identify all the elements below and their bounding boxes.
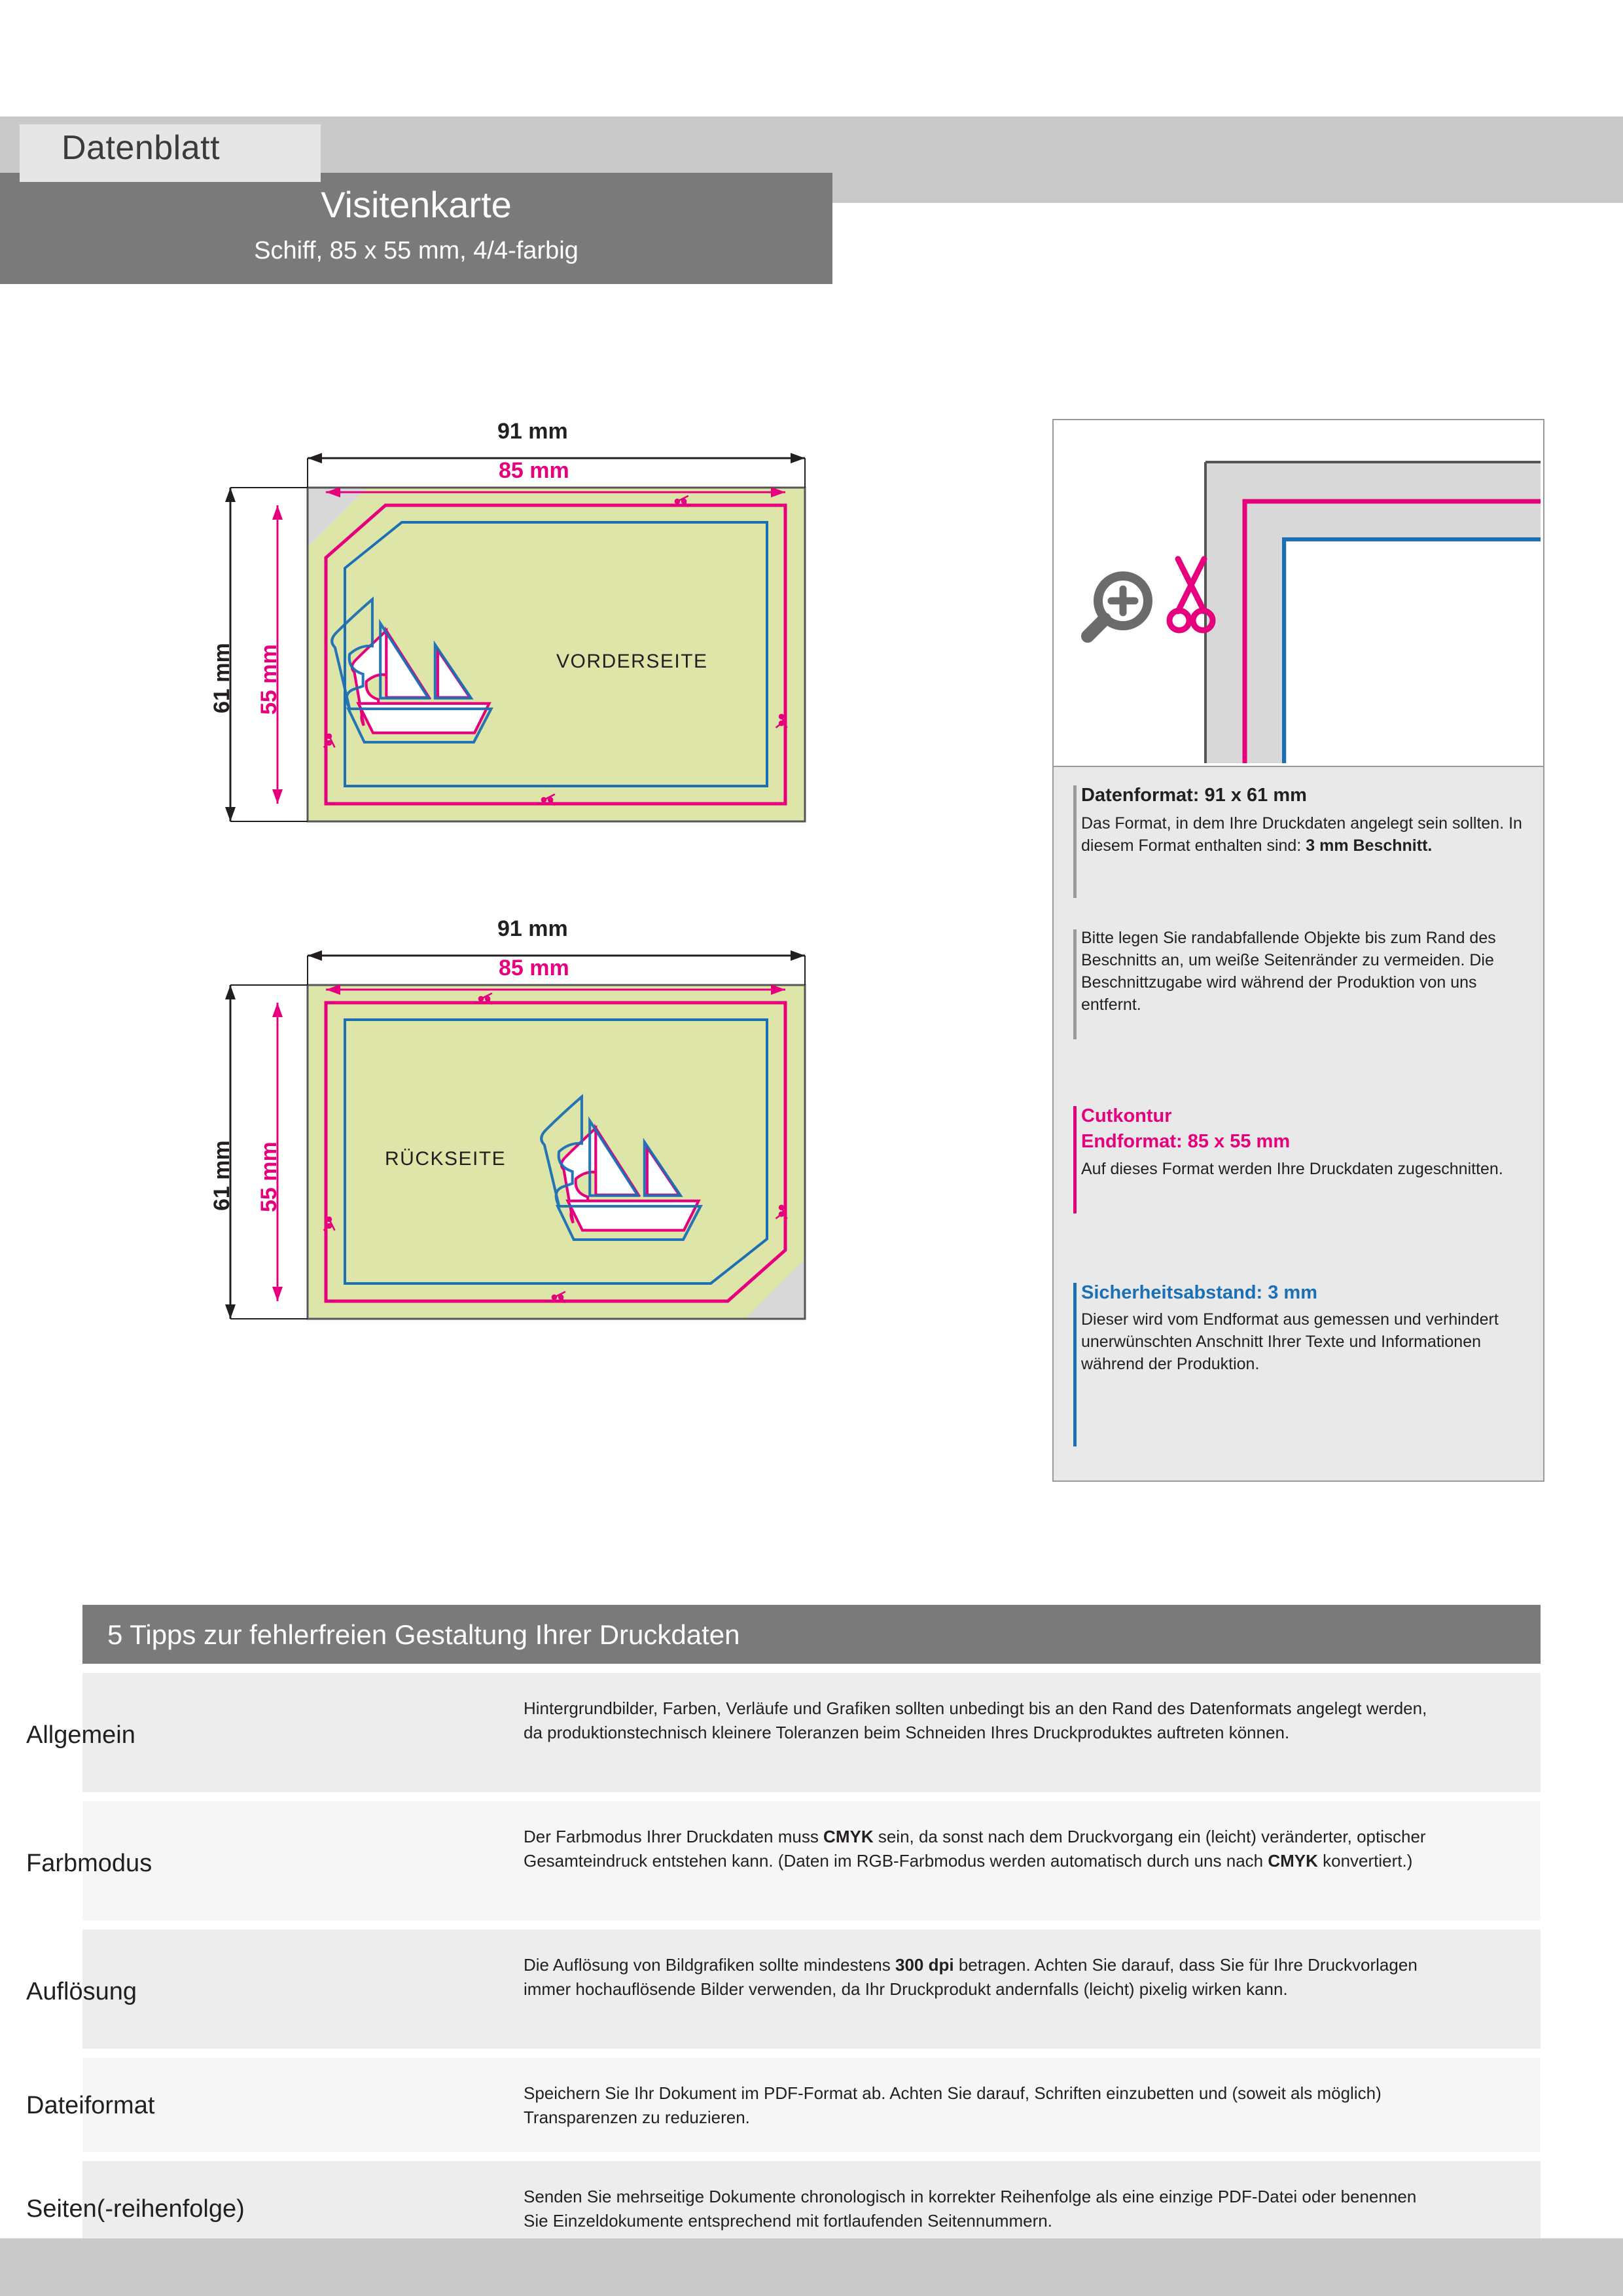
front-width-inner-label: 85 mm	[499, 458, 569, 483]
front-height-outer-label: 61 mm	[209, 643, 234, 713]
tips-term-allgemein: Allgemein	[26, 1721, 135, 1749]
svg-text:VORDERSEITE: VORDERSEITE	[556, 651, 708, 672]
tips-body-allgemein: Hintergrundbilder, Farben, Verläufe und Grafiken sollten unbedingt bis an den Rand des Datenformats angelegt werden, da produktionstechnisch kleinere Toleranzen beim Schneiden Ihres Druckproduktes auftreten können.	[524, 1698, 1427, 1742]
svg-text:RÜCKSEITE: RÜCKSEITE	[385, 1148, 507, 1170]
back-width-outer-label: 91 mm	[497, 916, 568, 941]
zoom-detail-svg	[1054, 420, 1541, 763]
page-title: Visitenkarte	[321, 184, 512, 225]
farbmodus-pre: Der Farbmodus Ihrer Druckdaten muss	[524, 1827, 824, 1846]
tips-title: 5 Tipps zur fehlerfreien Gestaltung Ihrer Druckdaten	[107, 1619, 740, 1650]
footer-band	[0, 2238, 1623, 2296]
datenformat-body-1-bold: 3 mm Beschnitt.	[1306, 836, 1433, 855]
back-width-inner-label: 85 mm	[499, 956, 569, 980]
datenformat-body-2: Bitte legen Sie randabfallende Objekte bis zum Rand des Beschnitts an, um weiße Seitenränder zu vermeiden. Die Beschnittzugabe wird während der Produktion von uns entfernt.	[1081, 929, 1496, 1014]
sicherheitsabstand-accent-bar	[1073, 1283, 1077, 1446]
aufloesung-post: betragen. Achten Sie darauf, dass Sie für Ihre Druckvorlagen immer hochauflösende Bilder verwenden, da Ihr Druckprodukt andernfalls (leicht) pixelig wirken kann.	[524, 1955, 1418, 1999]
tips-header	[82, 1605, 1541, 1664]
sicherheitsabstand-heading: Sicherheitsabstand: 3 mm	[1081, 1282, 1317, 1303]
farbmodus-post: konvertiert.)	[1317, 1850, 1413, 1871]
datenformat-block	[1081, 783, 1526, 857]
page-subtitle: Schiff, 85 x 55 mm, 4/4-farbig	[254, 237, 579, 264]
farbmodus-bold-2: CMYK	[1268, 1850, 1318, 1871]
sicherheitsabstand-body: Dieser wird vom Endformat aus gemessen und verhindert unerwünschten Anschnitt Ihrer Texte und Informationen während der Produktion.	[1081, 1310, 1499, 1374]
back-height-inner-label: 55 mm	[257, 1141, 281, 1212]
tips-body-aufloesung	[524, 1953, 1440, 2001]
tips-term-dateiformat: Dateiformat	[26, 2092, 155, 2119]
cutkontur-endformat: Endformat: 85 x 55 mm	[1081, 1131, 1291, 1153]
tips-term-farbmodus: Farbmodus	[26, 1850, 152, 1877]
datenformat-accent-bar	[1073, 785, 1077, 898]
cutkontur-body: Auf dieses Format werden Ihre Druckdaten zugeschnitten.	[1081, 1159, 1503, 1178]
tips-term-seitenreihenfolge: Seiten(-reihenfolge)	[26, 2195, 245, 2223]
zoom-detail-box	[1052, 419, 1544, 767]
aufloesung-bold: 300 dpi	[895, 1955, 954, 1975]
sicherheitsabstand-block	[1081, 1280, 1526, 1375]
back-height-outer-label: 61 mm	[209, 1140, 234, 1211]
bleed-note-accent-bar	[1073, 929, 1077, 1039]
cutkontur-heading: Cutkontur	[1081, 1105, 1172, 1126]
datenformat-body-1-text: Das Format, in dem Ihre Druckdaten angelegt sein sollten. In diesem Format enthalten sind:	[1081, 814, 1522, 855]
datenformat-body-1	[1081, 812, 1526, 857]
farbmodus-mid: sein, da sonst nach dem Druckvorgang ein (leicht) veränderter, optischer Gesamteindruck entstehen kann. (Daten im RGB-Farbmodus werden automatisch durch uns nach	[524, 1827, 1426, 1871]
datenformat-heading: Datenformat: 91 x 61 mm	[1081, 785, 1307, 806]
cutkontur-block	[1081, 1103, 1526, 1180]
front-height-inner-label: 55 mm	[257, 644, 281, 715]
tips-body-seitenreihenfolge: Senden Sie mehrseitige Dokumente chronologisch in korrekter Reihenfolge als eine einzige PDF-Datei oder benennen Sie Einzeldokumente entsprechend mit fortlaufenden Seitennummern.	[524, 2187, 1417, 2231]
tips-body-farbmodus	[524, 1825, 1440, 1873]
front-width-outer-label: 91 mm	[497, 419, 568, 444]
cutkontur-accent-bar	[1073, 1106, 1077, 1213]
tips-term-aufloesung: Auflösung	[26, 1978, 137, 2005]
aufloesung-pre: Die Auflösung von Bildgrafiken sollte mindestens	[524, 1955, 895, 1975]
farbmodus-bold-1: CMYK	[823, 1827, 874, 1846]
tips-body-dateiformat: Speichern Sie Ihr Dokument im PDF-Format ab. Achten Sie darauf, Schriften einzubetten und (soweit als möglich) Transparenzen zu reduzieren.	[524, 2083, 1382, 2127]
datenblatt-label: Datenblatt	[62, 129, 221, 167]
diagram-area	[0, 393, 1021, 1440]
